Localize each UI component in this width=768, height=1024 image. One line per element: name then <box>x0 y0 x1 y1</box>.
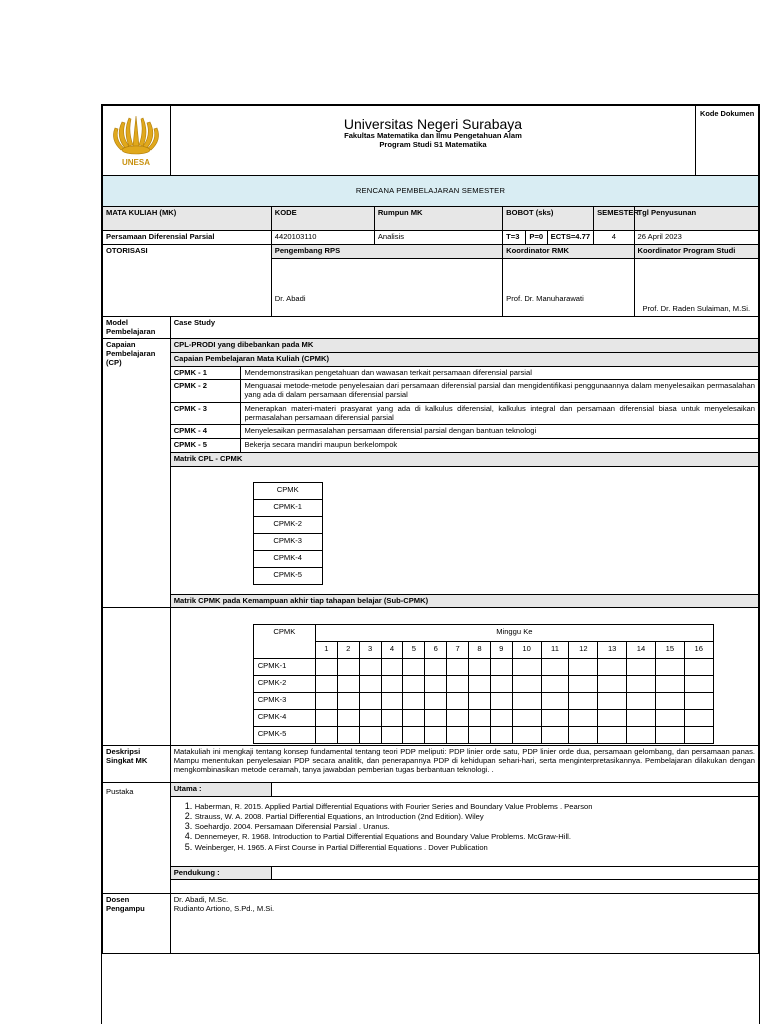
week-cell <box>447 659 469 676</box>
week-cell <box>447 727 469 744</box>
week-cell <box>469 693 491 710</box>
week-cell <box>337 676 359 693</box>
week-cell <box>381 727 403 744</box>
week-number: 10 <box>512 642 541 659</box>
bobot-p: P=0 <box>526 231 547 245</box>
utama-label: Utama : <box>170 783 271 797</box>
week-cell <box>541 727 569 744</box>
week-cell <box>425 659 447 676</box>
cpmk-text: Bekerja secara mandiri maupun berkelompok <box>241 439 759 453</box>
week-cell <box>337 659 359 676</box>
matrik-col-header: CPMK <box>253 625 315 659</box>
koordinator-rmk-label: Koordinator RMK <box>503 245 634 259</box>
week-cell <box>425 727 447 744</box>
utama-list <box>175 801 755 852</box>
week-number: 8 <box>469 642 491 659</box>
week-cell <box>403 676 425 693</box>
week-cell <box>684 727 713 744</box>
reference-item: 4. Dennemeyer, R. 1968. Introduction to Partial Differential Equations and Boundary Value Problems. McGraw-Hill. <box>195 831 755 841</box>
bobot-t: T=3 <box>503 231 526 245</box>
institution-header <box>170 106 696 176</box>
week-cell <box>684 659 713 676</box>
week-number: 2 <box>337 642 359 659</box>
matrik-row: CPMK-2 <box>253 676 315 693</box>
week-cell <box>381 710 403 727</box>
dosen-names <box>170 894 758 954</box>
week-cell <box>403 727 425 744</box>
week-cell <box>315 693 337 710</box>
week-cell <box>315 676 337 693</box>
kode-dokumen: Kode Dokumen <box>696 106 759 176</box>
week-cell <box>359 676 381 693</box>
week-cell <box>598 659 627 676</box>
week-cell <box>425 676 447 693</box>
faculty-name: Fakultas Matematika dan Ilmu Pengetahuan Alam <box>344 131 522 141</box>
week-cell <box>337 710 359 727</box>
cpmk-header: Capaian Pembelajaran Mata Kuliah (CPMK) <box>170 353 758 367</box>
rps-table <box>102 105 759 954</box>
cpmk-code: CPMK - 1 <box>170 366 241 380</box>
cpmk-text: Menerapkan materi-materi prasyarat yang ada di kalkulus diferensial, kalkulus integral dan persamaan diferensial biasa untuk menyelesaikan permasalahan persamaan diferensial parsial <box>241 402 759 424</box>
week-cell <box>359 727 381 744</box>
minggu-header: Minggu Ke <box>315 625 713 642</box>
week-cell <box>627 676 656 693</box>
matrik-row: CPMK-3 <box>253 533 322 550</box>
matrik-col-header: CPMK <box>253 482 322 499</box>
matrik-sub-header: Matrik CPMK pada Kemampuan akhir tiap tahapan belajar (Sub-CPMK) <box>170 594 758 608</box>
week-cell <box>655 727 684 744</box>
week-cell <box>655 710 684 727</box>
reference-item: 3. Soehardjo. 2004. Persamaan Diferensial Parsial . Uranus. <box>195 821 755 831</box>
bobot-ects: ECTS=4.77 <box>547 231 593 245</box>
tgl-label: Tgl Penyusunan <box>634 207 758 231</box>
week-cell <box>569 693 598 710</box>
week-cell <box>315 710 337 727</box>
pengembang-name: Dr. Abadi <box>271 258 502 316</box>
week-number: 12 <box>569 642 598 659</box>
week-cell <box>337 727 359 744</box>
course-code: 4420103110 <box>271 231 374 245</box>
koordinator-rmk-name: Prof. Dr. Manuharawati <box>503 258 634 316</box>
week-cell <box>541 659 569 676</box>
matrik-row: CPMK-2 <box>253 516 322 533</box>
week-number: 3 <box>359 642 381 659</box>
rumpun-label: Rumpun MK <box>374 207 502 231</box>
matrik-cpl-header: Matrik CPL - CPMK <box>170 452 758 466</box>
kode-label: KODE <box>271 207 374 231</box>
semester-label: SEMESTER <box>594 207 634 231</box>
week-cell <box>490 676 512 693</box>
dosen-label: Dosen Pengampu <box>103 894 171 954</box>
deskripsi-text: Matakuliah ini mengkaji tentang konsep fundamental tentang teori PDP meliputi: PDP linier orde satu, PDP linier orde dua, persamaan gelombang, dan persamaan panas. Mampu menentukan penyelesaian PDP secara analitik, dan penerapannya PDP di kehidupan sehari-hari, serta menginterpretasikannya. Pembelajaran dilakukan dengan mengkombinasikan metode ceramah, tanya jawabdan pemberian tugas berbantuan teknologi. . <box>170 746 758 783</box>
week-cell <box>627 693 656 710</box>
week-number: 11 <box>541 642 569 659</box>
cpmk-code: CPMK - 5 <box>170 439 241 453</box>
matrik-row: CPMK-1 <box>253 659 315 676</box>
week-cell <box>541 710 569 727</box>
cpmk-text: Mendemonstrasikan pengetahuan dan wawasan terkait persamaan diferensial parsial <box>241 366 759 380</box>
week-number: 1 <box>315 642 337 659</box>
course-name: Persamaan Diferensial Parsial <box>103 231 272 245</box>
matrik-row: CPMK-1 <box>253 499 322 516</box>
week-cell <box>684 676 713 693</box>
unesa-logo-icon <box>107 108 165 170</box>
otorisasi-label: OTORISASI <box>103 245 272 317</box>
week-cell <box>512 727 541 744</box>
cpmk-code: CPMK - 2 <box>170 380 241 402</box>
week-cell <box>447 710 469 727</box>
week-cell <box>403 710 425 727</box>
week-cell <box>381 693 403 710</box>
week-cell <box>627 710 656 727</box>
capaian-label: Capaian Pembelajaran (CP) <box>103 339 171 608</box>
week-number: 5 <box>403 642 425 659</box>
pendukung-label: Pendukung : <box>170 866 271 880</box>
week-cell <box>569 659 598 676</box>
week-cell <box>655 659 684 676</box>
course-semester: 4 <box>594 231 634 245</box>
week-cell <box>512 676 541 693</box>
week-number: 13 <box>598 642 627 659</box>
cpmk-text: Menguasai metode-metode penyelesaian dari persamaan diferensial parsial dan mengidentifikasi penggunaannya dalam menyelesaikan permasalahan yang ada di dalam persamaan diferensial parsial <box>241 380 759 402</box>
week-cell <box>447 693 469 710</box>
week-cell <box>337 693 359 710</box>
cpmk-code: CPMK - 3 <box>170 402 241 424</box>
week-cell <box>512 693 541 710</box>
week-cell <box>569 727 598 744</box>
week-cell <box>447 676 469 693</box>
koordinator-prodi-label: Koordinator Program Studi <box>634 245 758 259</box>
week-cell <box>490 693 512 710</box>
document-title: RENCANA PEMBELAJARAN SEMESTER <box>103 175 759 207</box>
reference-item: 2. Strauss, W. A. 2008. Partial Differential Equations, an Introduction (2nd Edition). Wiley <box>195 811 755 821</box>
week-cell <box>598 727 627 744</box>
week-cell <box>541 676 569 693</box>
week-cell <box>512 710 541 727</box>
week-cell <box>684 693 713 710</box>
matrik-row: CPMK-3 <box>253 693 315 710</box>
cpl-prodi-header: CPL-PRODI yang dibebankan pada MK <box>170 339 758 353</box>
week-cell <box>490 659 512 676</box>
logo-text: UNESA <box>122 158 151 167</box>
week-cell <box>569 710 598 727</box>
week-cell <box>359 693 381 710</box>
reference-item: 5. Weinberger, H. 1965. A First Course in Partial Differential Equations . Dover Publication <box>195 842 755 852</box>
mk-label: MATA KULIAH (MK) <box>103 207 272 231</box>
dosen-name: Rudianto Artiono, S.Pd., M.Si. <box>173 904 275 914</box>
pustaka-label: Pustaka <box>103 783 171 894</box>
matrik-row: CPMK-4 <box>253 710 315 727</box>
week-cell <box>381 659 403 676</box>
matrik-row: CPMK-5 <box>253 567 322 584</box>
program-name: Program Studi S1 Matematika <box>379 139 487 149</box>
reference-item: 1. Haberman, R. 2015. Applied Partial Differential Equations with Fourier Series and Boundary Value Problems . Pearson <box>195 801 755 811</box>
week-number: 16 <box>684 642 713 659</box>
week-cell <box>469 710 491 727</box>
week-cell <box>627 727 656 744</box>
week-number: 4 <box>381 642 403 659</box>
week-cell <box>403 693 425 710</box>
week-cell <box>569 676 598 693</box>
week-cell <box>655 693 684 710</box>
course-rumpun: Analisis <box>374 231 502 245</box>
week-cell <box>469 676 491 693</box>
week-cell <box>541 693 569 710</box>
week-number: 15 <box>655 642 684 659</box>
matrik-sub-cell <box>170 608 758 746</box>
week-cell <box>403 659 425 676</box>
week-number: 6 <box>425 642 447 659</box>
week-number: 7 <box>447 642 469 659</box>
week-cell <box>315 659 337 676</box>
week-cell <box>359 710 381 727</box>
week-number: 9 <box>490 642 512 659</box>
week-cell <box>425 710 447 727</box>
deskripsi-label: Deskripsi Singkat MK <box>103 746 171 783</box>
matrik-cpl-table <box>253 482 323 585</box>
week-cell <box>627 659 656 676</box>
pengembang-label: Pengembang RPS <box>271 245 502 259</box>
week-cell <box>490 727 512 744</box>
week-cell <box>598 693 627 710</box>
model-label: Model Pembelajaran <box>103 316 171 338</box>
week-cell <box>490 710 512 727</box>
utama-list-cell <box>170 797 758 867</box>
week-number: 14 <box>627 642 656 659</box>
cpmk-text: Menyelesaikan permasalahan persamaan diferensial parsial dengan bantuan teknologi <box>241 425 759 439</box>
week-cell <box>469 727 491 744</box>
week-cell <box>684 710 713 727</box>
logo-cell <box>103 106 171 176</box>
matrik-cpl-cell <box>170 466 758 594</box>
week-cell <box>655 676 684 693</box>
week-cell <box>425 693 447 710</box>
rps-document <box>101 104 760 1024</box>
matrik-row: CPMK-4 <box>253 550 322 567</box>
bobot-label: BOBOT (sks) <box>503 207 594 231</box>
dosen-name: Dr. Abadi, M.Sc. <box>173 895 229 905</box>
week-cell <box>512 659 541 676</box>
week-cell <box>598 710 627 727</box>
cpmk-code: CPMK - 4 <box>170 425 241 439</box>
week-cell <box>315 727 337 744</box>
week-cell <box>359 659 381 676</box>
course-date: 26 April 2023 <box>634 231 758 245</box>
model-value: Case Study <box>170 316 758 338</box>
matrik-sub-table <box>253 624 714 744</box>
week-cell <box>381 676 403 693</box>
matrik-row: CPMK-5 <box>253 727 315 744</box>
university-name: Universitas Negeri Surabaya <box>343 116 523 132</box>
week-cell <box>469 659 491 676</box>
week-cell <box>598 676 627 693</box>
koordinator-prodi-name: Prof. Dr. Raden Sulaiman, M.Si. <box>634 258 758 316</box>
